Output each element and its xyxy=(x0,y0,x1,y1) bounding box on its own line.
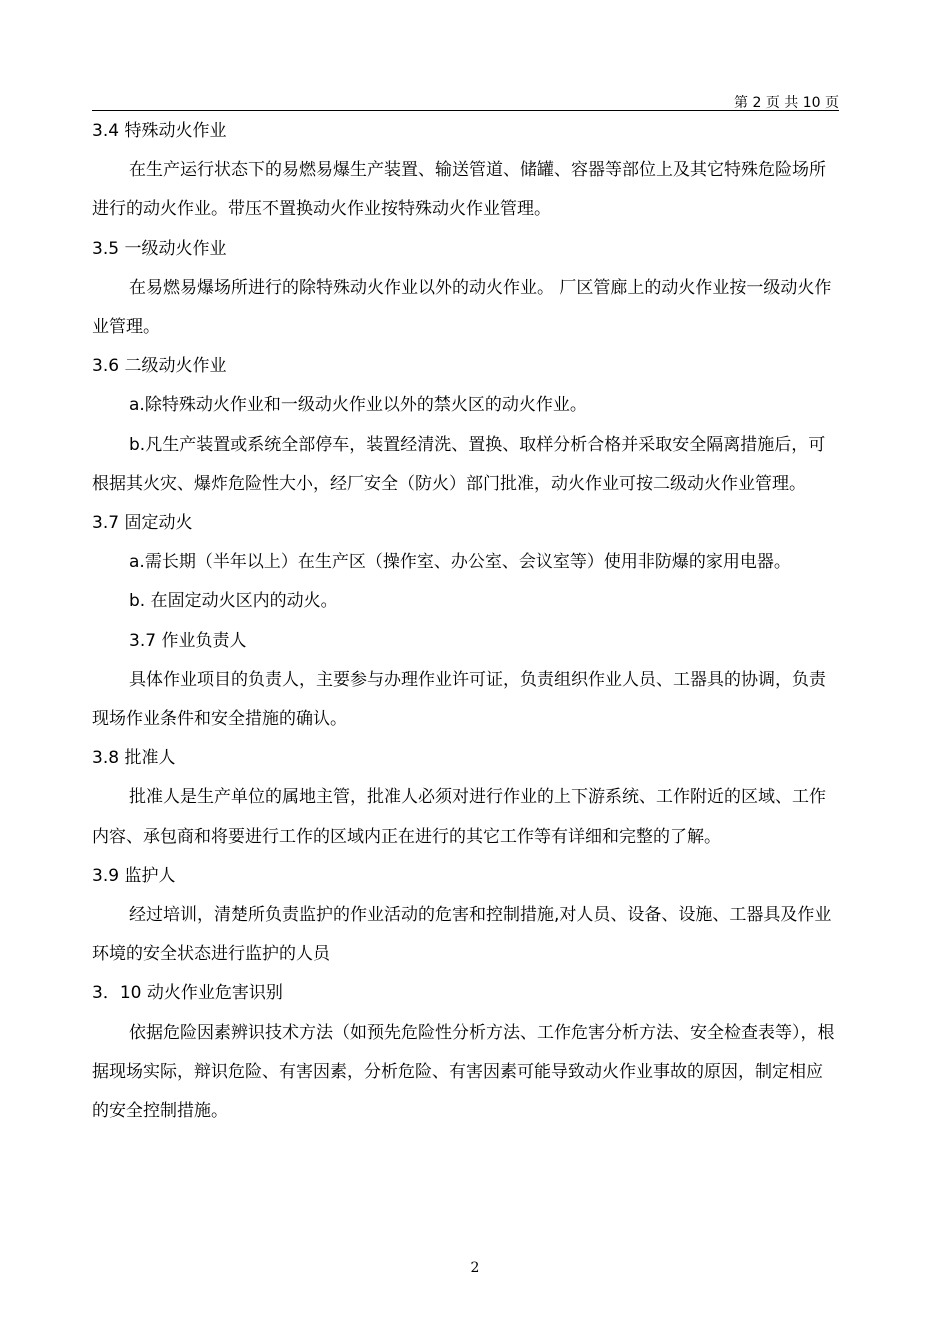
paragraph: 在生产运行状态下的易燃易爆生产装置、输送管道、储罐、容器等部位上及其它特殊危险场所进行的动火作业。带压不置换动火作业按特殊动火作业管理。 xyxy=(92,160,826,220)
document-body xyxy=(92,112,839,1131)
section-heading-3-7: 3.7 固定动火 xyxy=(92,513,193,534)
section-heading-3-7-responsible: 3.7 作业负责人 xyxy=(129,630,247,651)
page-number: 2 xyxy=(470,1260,480,1276)
paragraph: 依据危险因素辨识技术方法（如预先危险性分析方法、工作危害分析方法、安全检查表等），根据现场实际，辩识危险、有害因素，分析危险、有害因素可能导致动火作业事故的原因，制定相应的安全控制措施。 xyxy=(92,1022,835,1122)
section-heading-3-8: 3.8 批准人 xyxy=(92,748,176,769)
paragraph: 在易燃易爆场所进行的除特殊动火作业以外的动火作业。 厂区管廊上的动火作业按一级动火作业管理。 xyxy=(92,277,832,338)
paragraph: 批准人是生产单位的属地主管，批准人必须对进行作业的上下游系统、工作附近的区域、工作内容、承包商和将要进行工作的区域内正在进行的其它工作等有详细和完整的了解。 xyxy=(92,787,826,847)
page-header xyxy=(92,92,839,111)
paragraph: 具体作业项目的负责人，主要参与办理作业许可证，负责组织作业人员、工器具的协调，负责现场作业条件和安全措施的确认。 xyxy=(92,669,826,730)
paragraph: a.除特殊动火作业和一级动火作业以外的禁火区的动火作业。 xyxy=(129,395,587,416)
page-indicator: 第 2 页 共 10 页 xyxy=(734,95,839,111)
section-heading-3-9: 3.9 监护人 xyxy=(92,865,176,886)
paragraph: a.需长期（半年以上）在生产区（操作室、办公室、会议室等）使用非防爆的家用电器。 xyxy=(129,552,791,573)
paragraph: b.凡生产装置或系统全部停车，装置经清洗、置换、取样分析合格并采取安全隔离措施后，可根据其火灾、爆炸危险性大小，经厂安全（防火）部门批准，动火作业可按二级动火作业管理。 xyxy=(92,434,826,494)
paragraph: 经过培训，清楚所负责监护的作业活动的危害和控制措施,对人员、设备、设施、工器具及作业环境的安全状态进行监护的人员 xyxy=(92,905,832,965)
section-heading-3-6: 3.6 二级动火作业 xyxy=(92,356,227,377)
paragraph: b. 在固定动火区内的动火。 xyxy=(129,591,338,612)
section-heading-3-10: 3．10 动火作业危害识别 xyxy=(92,983,283,1004)
section-heading-3-4: 3.4 特殊动火作业 xyxy=(92,121,227,141)
section-heading-3-5: 3.5 一级动火作业 xyxy=(92,238,227,259)
